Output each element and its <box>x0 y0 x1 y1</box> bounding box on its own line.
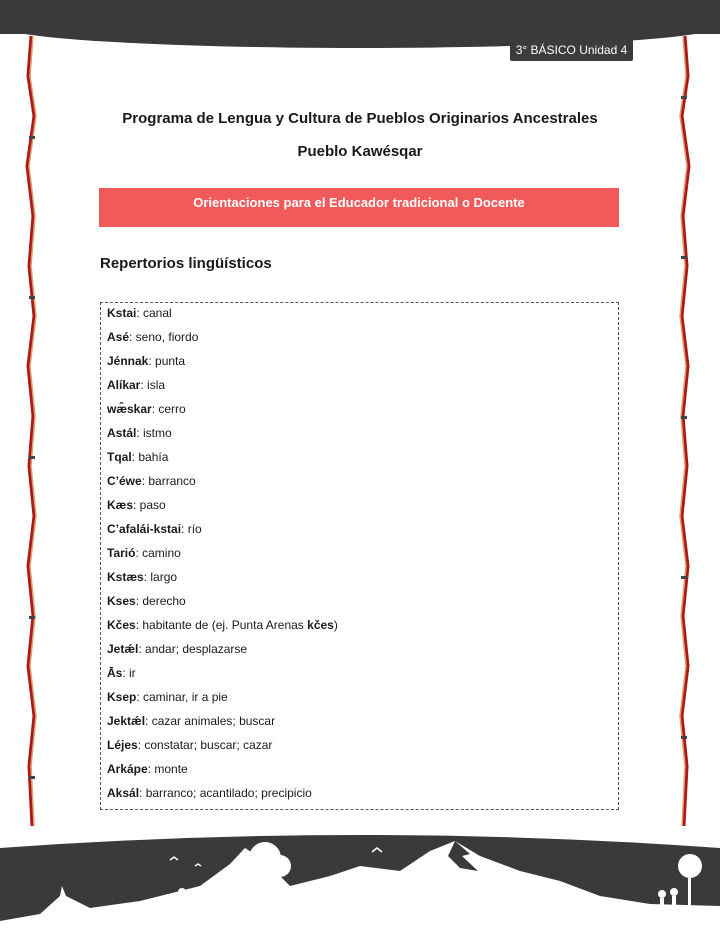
vocab-row: Jénnak: punta <box>107 354 186 368</box>
vocab-row: Astál: istmo <box>107 426 172 440</box>
vocab-row: Tarió: camino <box>107 546 181 560</box>
program-title: Programa de Lengua y Cultura de Pueblos Originarios Ancestrales <box>122 110 598 127</box>
orientation-banner: Orientaciones para el Educador tradicional o Docente <box>99 188 619 227</box>
unit-badge: 3° BÁSICO Unidad 4 <box>510 39 633 61</box>
vocab-row: C’afaláі-kstai: río <box>107 522 202 536</box>
vocab-row: Kstæs: largo <box>107 570 178 584</box>
vocab-row: Tqal: bahía <box>107 450 169 464</box>
vocab-row: Arkápe: monte <box>107 762 188 776</box>
vocab-row: Léjes: constatar; buscar; cazar <box>107 738 273 752</box>
vocab-row: Jektǽl: cazar animales; buscar <box>107 714 276 728</box>
vocab-row: Kstai: canal <box>107 306 172 320</box>
vocab-row: C’éwe: barranco <box>107 474 196 488</box>
vocab-row: Kčes: habitante de (ej. Punta Arenas kčes) <box>107 618 338 632</box>
vocab-row: Kses: derecho <box>107 594 186 608</box>
vocab-row: Alíkar: isla <box>107 378 166 392</box>
vocab-row: Ās: ir <box>107 666 136 680</box>
vocab-row: Aksál: barranco; acantilado; precipicio <box>107 786 312 800</box>
vocab-row: wæ̂skar: cerro <box>107 402 186 416</box>
vocabulary-box <box>100 302 619 810</box>
vocab-row: Kæs: paso <box>107 498 166 512</box>
people-title: Pueblo Kawésqar <box>297 143 423 160</box>
vocab-row: Asé: seno, fiordo <box>107 330 199 344</box>
section-heading: Repertorios lingüísticos <box>100 255 272 272</box>
landscape-footer-illustration <box>0 826 720 932</box>
vocab-row: Jetǽl: andar; desplazarse <box>107 642 248 656</box>
vocab-row: Ksep: caminar, ir a pie <box>107 690 228 704</box>
